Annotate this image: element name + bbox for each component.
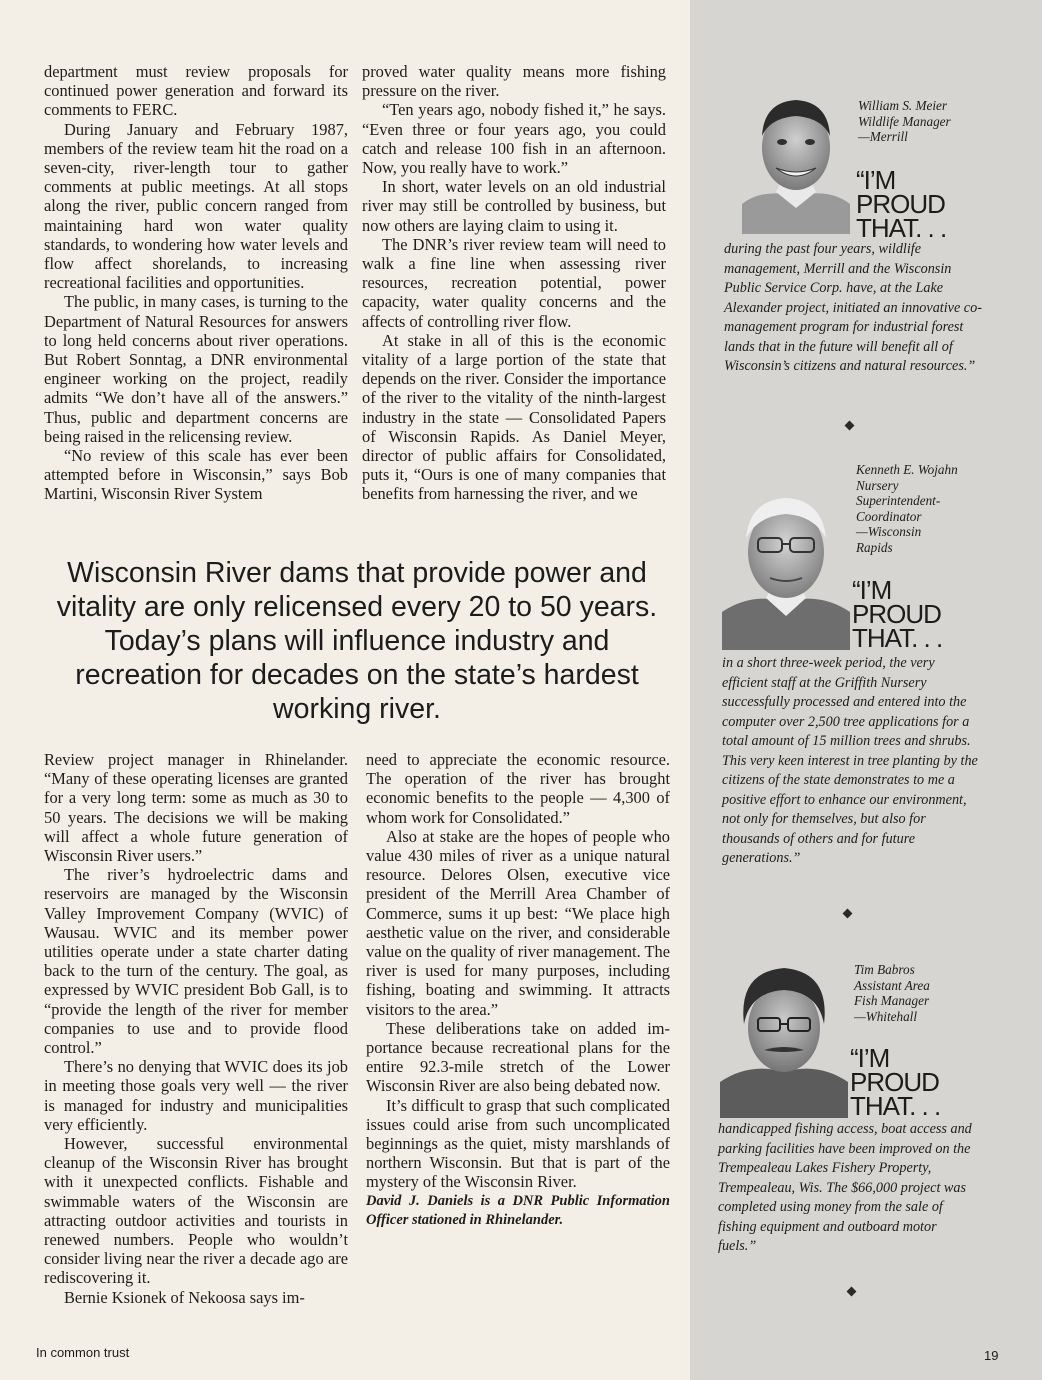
paragraph: Also at stake are the hopes of people who value 430 miles of river as a unique natural resource. Delores Olsen, executive vice president of the Merrill Area Chamber of Commerce, sums it up best: “We place high aesthetic value on the river, and considerable value on the quality of river management. The river is used for many purposes, including fishing, boating and swimming. It attracts visitors to the area.” bbox=[366, 826, 670, 1019]
article-column-4 bbox=[366, 750, 670, 1230]
name-line: Tim Babros bbox=[854, 962, 915, 977]
profile-name-wojahn bbox=[856, 462, 1016, 555]
proud-line: PROUD bbox=[856, 189, 945, 219]
proud-line: “I’M bbox=[850, 1043, 890, 1073]
pull-quote: Wisconsin River dams that provide power and vitality are only relicensed every 20 to 50 years. Today’s plans will influence industry and recreation for decades on the state’s hardest working river. bbox=[56, 557, 658, 725]
paragraph: need to appreciate the economic resource. The operation of the river has brought economic benefits to the people — 4,300 of whom work for Consolidated.” bbox=[366, 750, 670, 827]
proud-heading-wojahn bbox=[852, 575, 1012, 653]
proud-line: THAT. . . bbox=[852, 623, 943, 653]
proud-line: THAT. . . bbox=[850, 1091, 941, 1121]
paragraph: However, successful environmental cleanup of the Wisconsin River has brought with it unexpected conflicts. Fishable and swimmable waters of the Wisconsin are attracting outdoor activities and tourists in renewed numbers. People who wouldn’t consider living near the river a decade ago are rediscovering it. bbox=[44, 1134, 348, 1288]
paragraph: proved water quality means more fishing pressure on the river. bbox=[362, 62, 666, 101]
name-line: Kenneth E. Wojahn bbox=[856, 462, 958, 477]
title-line: Fish Manager bbox=[854, 993, 930, 1008]
proud-line: PROUD bbox=[852, 599, 941, 629]
paragraph: “Ten years ago, nobody fished it,” he says. “Even three or four years ago, you could catch and release 100 fish in an afternoon. Now, you really have to work.” bbox=[362, 100, 666, 178]
proud-line: PROUD bbox=[850, 1067, 939, 1097]
paragraph: At stake in all of this is the economic vitality of a large portion of the state that depends on the river. Consider the importance of the river to the vitality of the ninth-largest industry in the state — Consolidated Papers of Wisconsin Rapids. As Daniel Meyer, director of public affairs for Consolidated, puts it, “Ours is one of many companies that benefits from harnessing the river, and we bbox=[362, 330, 666, 504]
proud-line: “I’M bbox=[856, 165, 896, 195]
proud-heading-babros bbox=[850, 1043, 1010, 1121]
footer-section-title: In common trust bbox=[36, 1345, 130, 1360]
paragraph: The public, in many cases, is turning to the Department of Natural Resources for answers to long held concerns about river operations. But Robert Sonntag, a DNR environmental engineer working on the project, readily admits “We don’t have all of the answers.” Thus, public and department concerns are being raised in the relicensing review. bbox=[44, 292, 348, 446]
profile-quote-wojahn: in a short three-week period, the very efficient staff at the Griffith Nursery successfully processed and entered into the computer over 2,500 tree applications for a total amount of 15 million trees and shrubs. This very keen interest in tree planting by the citizens of the state demonstrates to me a positive effort to enhance our environment, not only for themselves, but also for thousands of others and for future generations.” bbox=[722, 655, 978, 866]
article-column-3 bbox=[44, 750, 348, 1307]
title-line: Nursery bbox=[856, 477, 899, 493]
paragraph: The river’s hydroelectric dams and reservoirs are managed by the Wisconsin Valley Improvement Company (WVIC) of Wausau. WVIC and its member power utilities operate under a state charter dating back to the turn of the century. The goal, as expressed by WVIC president Bob Gall, is to “provide the length of the river for member companies to use and to provide flood control.” bbox=[44, 865, 348, 1058]
paragraph: Bernie Ksionek of Nekoosa says im- bbox=[64, 1287, 305, 1307]
proud-heading-meier bbox=[856, 165, 1016, 243]
paragraph: It’s difficult to grasp that such complicated issues could arise from such uncomplicated beginnings as the quiet, misty marshlands of northern Wisconsin. But that is part of the mystery of the Wisconsin River. bbox=[366, 1095, 670, 1192]
article-column-1 bbox=[44, 62, 348, 504]
paragraph: The DNR’s river review team will need to walk a fine line when assessing river resources, recreation potential, power capacity, water quality concerns and the affects of controlling river flow. bbox=[362, 234, 666, 331]
paragraph: department must review proposals for continued power generation and forward its comments to FERC. bbox=[44, 62, 348, 120]
proud-line: “I’M bbox=[852, 575, 892, 605]
location-line: —Merrill bbox=[858, 129, 908, 144]
paragraph: These deliberations take on added importance because recreational plans for the entire 92.3-mile stretch of the Lower Wisconsin River are also being debated now. bbox=[366, 1018, 670, 1096]
location-line: —Whitehall bbox=[854, 1008, 918, 1024]
profile-quote-meier: during the past four years, wildlife management, Merrill and the Wisconsin Public Service Corp. have, at the Lake Alexander project, initiated an innovative co-management program for industrial forest lands that in the future will benefit all of Wisconsin’s citizens and natural resources.” bbox=[724, 241, 982, 374]
profile-quote-babros: handicapped fishing access, boat access and parking facilities have been improved on the Trempealeau Lakes Fishery Property, Trempealeau, Wis. The $66,000 project was completed using money from the sale of fishing equipment and outboard motor fuels.” bbox=[718, 1121, 972, 1254]
paragraph: In short, water levels on an old industrial river may still be controlled by business, but now others are laying claim to using it. bbox=[362, 177, 666, 235]
page-number: 19 bbox=[984, 1348, 999, 1363]
title-line: Coordinator bbox=[856, 508, 922, 524]
profile-name-babros bbox=[854, 962, 1014, 1024]
author-byline: David J. Daniels is a DNR Public Information Officer stationed in Rhinelander. bbox=[366, 1192, 670, 1228]
proud-line: THAT. . . bbox=[856, 213, 947, 243]
location-line: —Wisconsin bbox=[856, 524, 922, 539]
portrait-photo-babros bbox=[720, 954, 848, 1118]
profile-name-meier bbox=[858, 98, 1018, 145]
name-line: William S. Meier bbox=[858, 98, 948, 113]
location-line: Rapids bbox=[856, 539, 893, 555]
paragraph: There’s no denying that WVIC does its job in meeting those goals very well — the river is managed for industry and municipalities very efficiently. bbox=[44, 1057, 348, 1134]
portrait-photo-wojahn bbox=[722, 480, 850, 650]
paragraph: During January and February 1987, members of the review team hit the road on a seven-city, river-length tour to gather comments at public meetings. At all stops along the river, public concern ranged from maintaining hard won water quality standards, to wondering how water levels and flow affect shorelands, to increasing recreational facilities and opportunities. bbox=[44, 119, 348, 293]
portrait-photo-meier bbox=[742, 84, 850, 234]
title-line: Assistant Area bbox=[854, 977, 930, 993]
paragraph: “No review of this scale has ever been attempted before in Wisconsin,” says Bob Martini, Wisconsin River System bbox=[44, 446, 348, 504]
title-line: Wildlife Manager bbox=[858, 113, 951, 129]
title-line: Superintendent- bbox=[856, 493, 941, 508]
article-column-2 bbox=[362, 62, 666, 504]
paragraph: Review project manager in Rhinelander. “Many of these operating licenses are granted for a very long term: some as much as 30 to 50 years. The decisions we will be making will affect a whole future generation of Wisconsin River users.” bbox=[44, 750, 348, 866]
